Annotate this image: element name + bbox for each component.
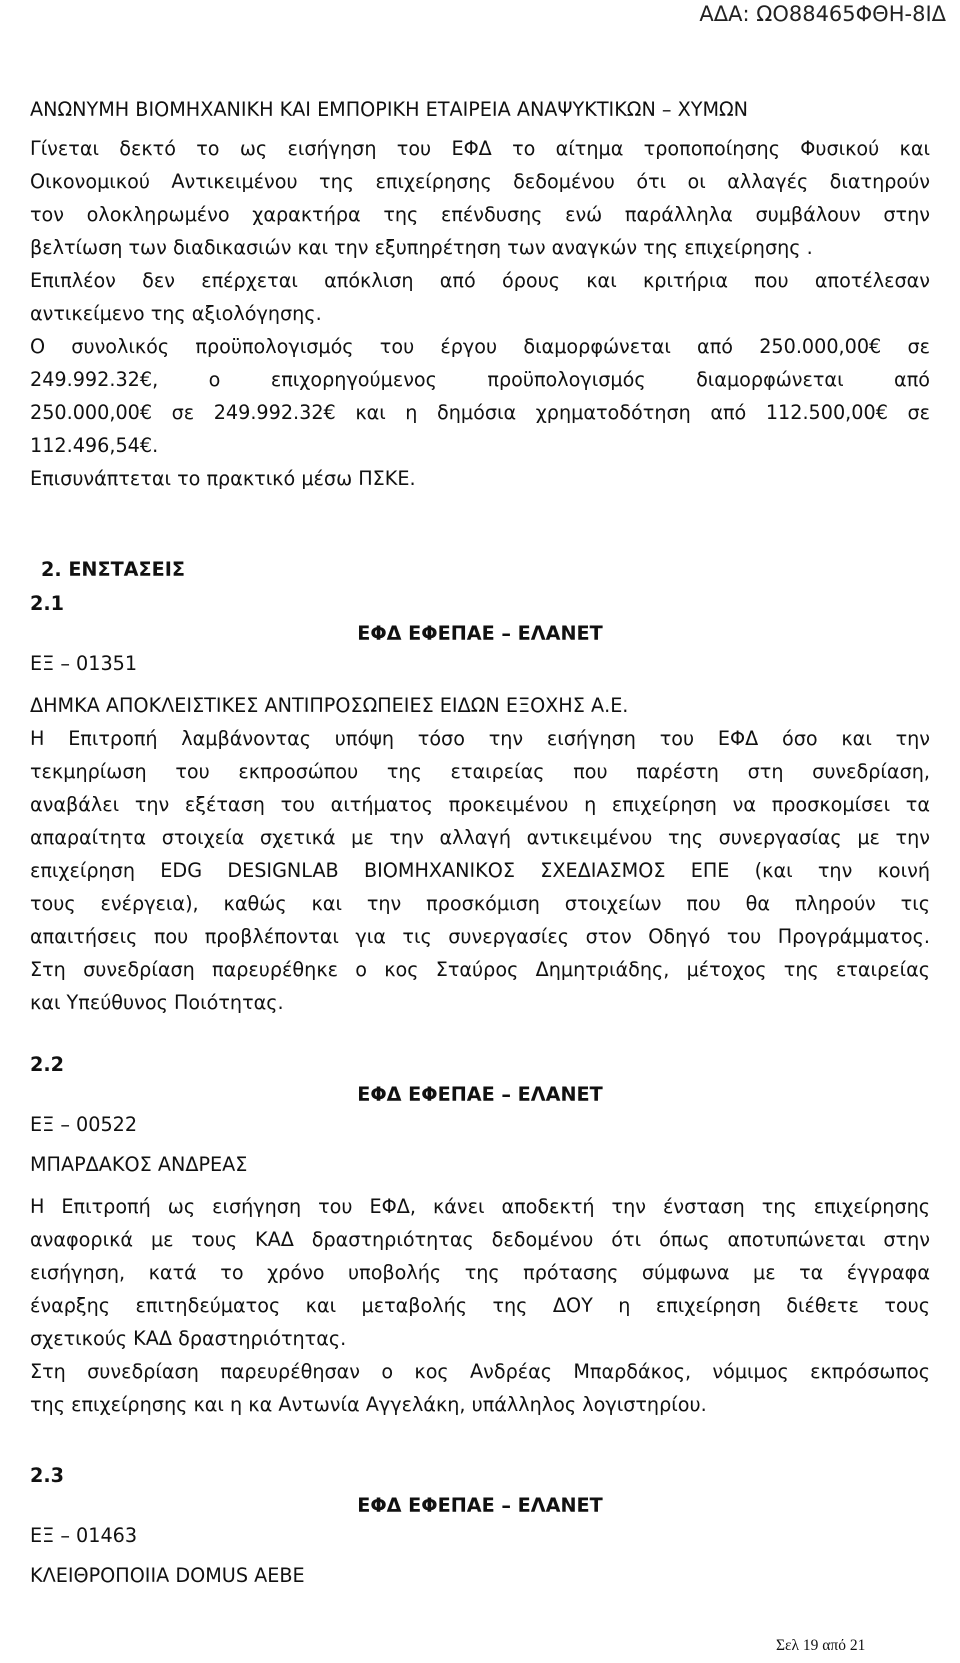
paragraph-line: εισήγηση, κατά το χρόνο υποβολής της πρότασης σύμφωνα με τα έγγραφα [30,1261,930,1284]
paragraph-line: 249.992.32€, ο επιχορηγούμενος προϋπολογισμός διαμορφώνεται από [30,368,930,391]
paragraph-line: τον ολοκληρωμένο χαρακτήρα της επένδυσης ενώ παράλληλα συμβάλουν στην [30,203,930,226]
section-heading: 2. ΕΝΣΤΑΣΕΙΣ [41,558,185,581]
paragraph-line: Η Επιτροπή ως εισήγηση του ΕΦΔ, κάνει αποδεκτή την ένσταση της επιχείρησης [30,1195,930,1218]
agency-title: ΕΦΔ ΕΦΕΠΑΕ – ΕΛΑΝΕΤ [357,1494,603,1517]
paragraph-line: Γίνεται δεκτό το ως εισήγηση του ΕΦΔ το αίτημα τροποποίησης Φυσικού και [30,137,930,160]
paragraph-line: τους ενέργεια), καθώς και την προσκόμιση στοιχείων που θα πληρούν τις [30,892,930,915]
paragraph-line: Στη συνεδρίαση παρευρέθηκε ο κος Σταύρος Δημητριάδης, μέτοχος της εταιρείας [30,958,930,981]
paragraph-line: Επισυνάπτεται το πρακτικό μέσω ΠΣΚΕ. [30,467,416,490]
paragraph-line: απαιτήσεις που προβλέπονται για τις συνεργασίες στον Οδηγό του Προγράμματος. [30,925,930,948]
paragraph-line: Επιπλέον δεν επέρχεται απόκλιση από όρους και κριτήρια που αποτέλεσαν [30,269,930,292]
company-name: ΔΗΜΚΑ ΑΠΟΚΛΕΙΣΤΙΚΕΣ ΑΝΤΙΠΡΟΣΩΠΕΙΕΣ ΕΙΔΩΝ ΕΞΟΧΗΣ Α.Ε. [30,694,629,717]
paragraph-line: αναβάλει την εξέταση του αιτήματος προκειμένου η επιχείρηση να προσκομίσει τα [30,793,930,816]
paragraph-line: τεκμηρίωση του εκπροσώπου της εταιρείας που παρέστη στη συνεδρίαση, [30,760,930,783]
paragraph-line: 112.496,54€. [30,434,159,457]
paragraph-line: αναφορικά με τους ΚΑΔ δραστηριότητας δεδομένου ότι όπως αποτυπώνεται στην [30,1228,930,1251]
agency-title: ΕΦΔ ΕΦΕΠΑΕ – ΕΛΑΝΕΤ [357,622,603,645]
item-number: 2.2 [30,1053,64,1076]
paragraph-line: Οικονομικού Αντικειμένου της επιχείρησης δεδομένου ότι οι αλλαγές διατηρούν [30,170,930,193]
paragraph-line: απαραίτητα στοιχεία σχετικά με την αλλαγή αντικειμένου της συνεργασίας με την [30,826,930,849]
page-number: Σελ 19 από 21 [776,1637,866,1654]
ada-code: ΑΔΑ: ΩΟ88465ΦΘΗ-8ΙΔ [699,2,946,26]
document-body [30,93,930,1592]
paragraph-line: Ο συνολικός προϋπολογισμός του έργου διαμορφώνεται από 250.000,00€ σε [30,335,930,358]
company-name: ΜΠΑΡΔΑΚΟΣ ΑΝΔΡΕΑΣ [30,1153,248,1176]
paragraph-line: Η Επιτροπή λαμβάνοντας υπόψη τόσο την εισήγηση του ΕΦΔ όσο και την [30,727,930,750]
item-number: 2.3 [30,1464,64,1487]
company-name: ΚΛΕΙΘΡΟΠΟΙΙΑ DOMUS ΑΕΒΕ [30,1564,305,1587]
paragraph-line: και Υπεύθυνος Ποιότητας. [30,991,284,1014]
item-number: 2.1 [30,592,64,615]
item-code: ΕΞ – 00522 [30,1113,138,1136]
paragraph-line: επιχείρηση EDG DESIGNLAB ΒΙΟΜΗΧΑΝΙΚΟΣ ΣΧΕΔΙΑΣΜΟΣ ΕΠΕ (και την κοινή [30,859,930,882]
paragraph-line: Στη συνεδρίαση παρευρέθησαν ο κος Ανδρέας Μπαρδάκος, νόμιμος εκπρόσωπος [30,1360,930,1383]
company-name-1: ΑΝΩΝΥΜΗ ΒΙΟΜΗΧΑΝΙΚΗ ΚΑΙ ΕΜΠΟΡΙΚΗ ΕΤΑΙΡΕΙΑ ΑΝΑΨΥΚΤΙΚΩΝ – ΧΥΜΩΝ [30,98,749,121]
paragraph-line: αντικείμενο της αξιολόγησης. [30,302,322,325]
agency-title: ΕΦΔ ΕΦΕΠΑΕ – ΕΛΑΝΕΤ [357,1083,603,1106]
item-code: ΕΞ – 01463 [30,1524,138,1547]
paragraph-line: βελτίωση των διαδικασιών και την εξυπηρέτηση των αναγκών της επιχείρησης . [30,236,813,259]
paragraph-line: σχετικούς ΚΑΔ δραστηριότητας. [30,1327,347,1350]
paragraph-line: της επιχείρησης και η κα Αντωνία Αγγελάκη, υπάλληλος λογιστηρίου. [30,1393,707,1416]
paragraph-line: 250.000,00€ σε 249.992.32€ και η δημόσια χρηματοδότηση από 112.500,00€ σε [30,401,930,424]
item-code: ΕΞ – 01351 [30,652,138,675]
paragraph-line: έναρξης επιτηδεύματος και μεταβολής της ΔΟΥ η επιχείρηση διέθετε τους [30,1294,930,1317]
